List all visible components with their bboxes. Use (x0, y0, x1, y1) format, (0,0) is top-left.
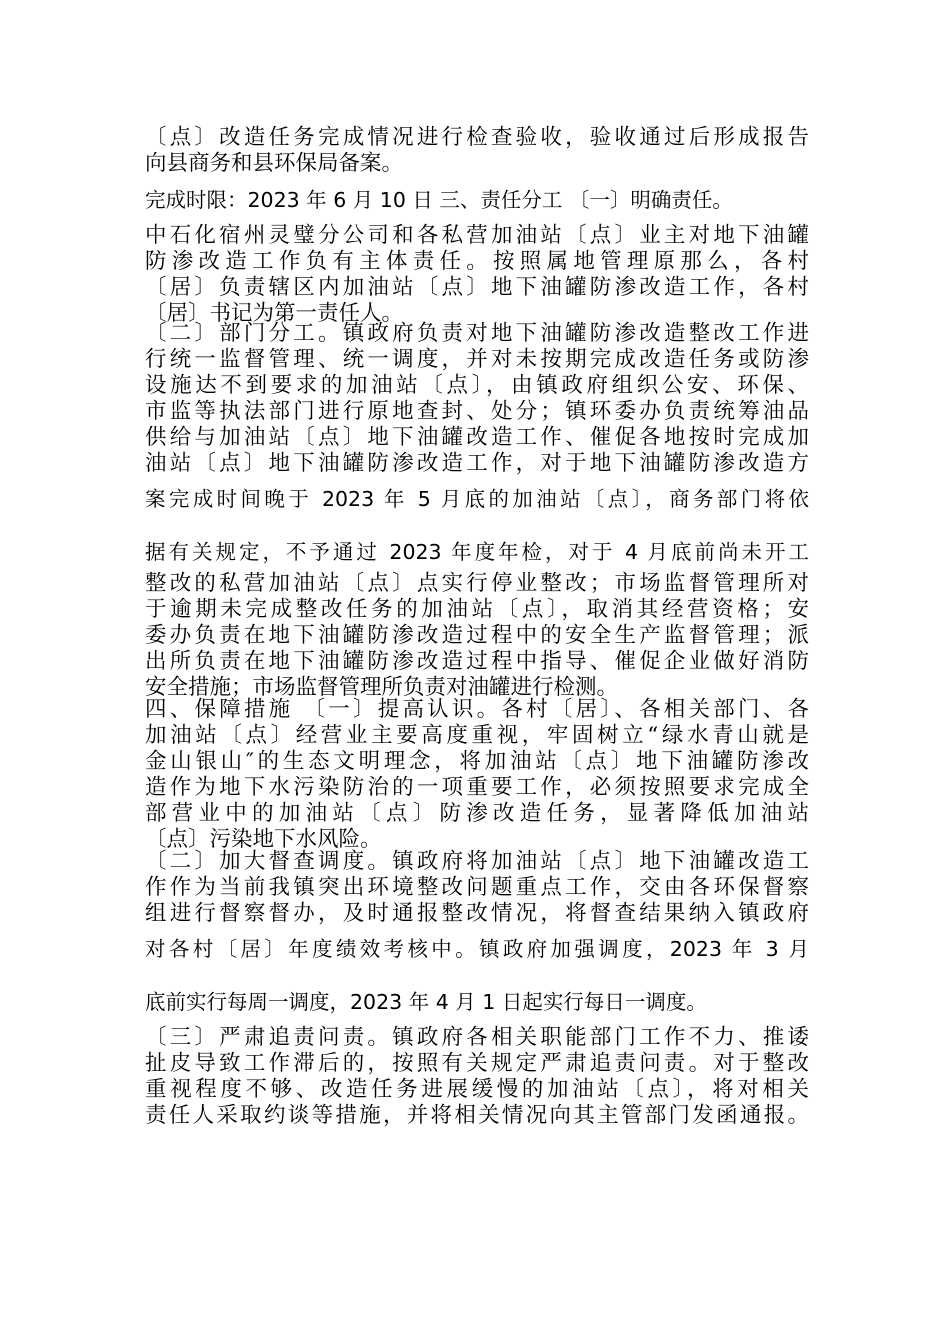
text-line: 金山银山″的生态文明理念，将加油站〔点〕地下油罐防渗改 (145, 749, 809, 774)
text-line: 防渗改造工作负有主体责任。按照属地管理原那么，各村 (145, 249, 809, 274)
text-line: 〔点〕污染地下水风险。 (145, 827, 382, 852)
text-line: 市监等执法部门进行原地查封、处分；镇环委办负责统筹油品 (145, 399, 809, 424)
text-line: 对各村〔居〕年度绩效考核中。镇政府加强调度，2023 年 3 月 (145, 937, 809, 961)
text-line: 设施达不到要求的加油站〔点〕，由镇政府组织公安、环保、 (145, 373, 809, 398)
text-line: 行统一监督管理、统一调度，并对未按期完成改造任务或防渗 (145, 347, 809, 372)
text-line: 加油站〔点〕经营业主要高度重视，牢固树立“绿水青山就是 (145, 723, 809, 748)
text-line: 〔居〕负责辖区内加油站〔点〕地下油罐防渗改造工作，各村 (145, 275, 809, 300)
text-line: 责任人采取约谈等措施，并将相关情况向其主管部门发函通报。 (145, 1103, 809, 1128)
text-line: 作作为当前我镇突出环境整改问题重点工作，交由各环保督察 (145, 875, 809, 900)
text-line: 四、保障措施 〔一〕提高认识。各村〔居〕、各相关部门、各 (145, 697, 809, 722)
text-line: 扯皮导致工作滞后的，按照有关规定严肃追责问责。对于整改 (145, 1051, 809, 1076)
text-line: 〔三〕严肃追责问责。镇政府各相关职能部门工作不力、推诿 (145, 1025, 809, 1050)
text-line: 造作为地下水污染防治的一项重要工作，必须按照要求完成全 (145, 775, 809, 800)
text-line: 油站〔点〕地下油罐防渗改造工作，对于地下油罐防渗改造方 (145, 451, 809, 476)
text-line: 向县商务和县环保局备案。 (145, 151, 404, 176)
text-line: 底前实行每周一调度，2023 年 4 月 1 日起实行每日一调度。 (145, 990, 707, 1014)
text-line: 完成时限：2023 年 6 月 10 日 三、责任分工 〔一〕明确责任。 (145, 188, 733, 212)
text-line: 出所负责在地下油罐防渗改造过程中指导、催促企业做好消防 (145, 649, 809, 674)
text-line: 委办负责在地下油罐防渗改造过程中的安全生产监督管理；派 (145, 623, 809, 648)
text-line: 据有关规定，不予通过 2023 年度年检，对于 4 月底前尚未开工 (145, 540, 809, 564)
text-line: 于逾期未完成整改任务的加油站〔点〕，取消其经营资格；安 (145, 597, 809, 622)
text-line: 重视程度不够、改造任务进展缓慢的加油站〔点〕，将对相关 (145, 1077, 809, 1102)
text-line: 供给与加油站〔点〕地下油罐改造工作、催促各地按时完成加 (145, 425, 809, 450)
text-line: 中石化宿州灵璧分公司和各私营加油站〔点〕业主对地下油罐 (145, 223, 809, 248)
text-line: 整改的私营加油站〔点〕点实行停业整改；市场监督管理所对 (145, 571, 809, 596)
text-line: 〔二〕加大督查调度。镇政府将加油站〔点〕地下油罐改造工 (145, 849, 809, 874)
text-line: 〔居〕书记为第一责任人。 (145, 301, 404, 326)
text-line: 部营业中的加油站〔点〕防渗改造任务，显著降低加油站 (145, 801, 809, 826)
text-line: 案完成时间晚于 2023 年 5 月底的加油站〔点〕，商务部门将依 (145, 487, 809, 511)
text-line: 安全措施；市场监督管理所负责对油罐进行检测。 (145, 675, 619, 700)
text-line: 〔二〕部门分工。镇政府负责对地下油罐防渗改造整改工作进 (145, 321, 809, 346)
text-line: 组进行督察督办，及时通报整改情况，将督查结果纳入镇政府 (145, 901, 809, 926)
text-line: 〔点〕改造任务完成情况进行检查验收，验收通过后形成报告 (145, 125, 809, 150)
